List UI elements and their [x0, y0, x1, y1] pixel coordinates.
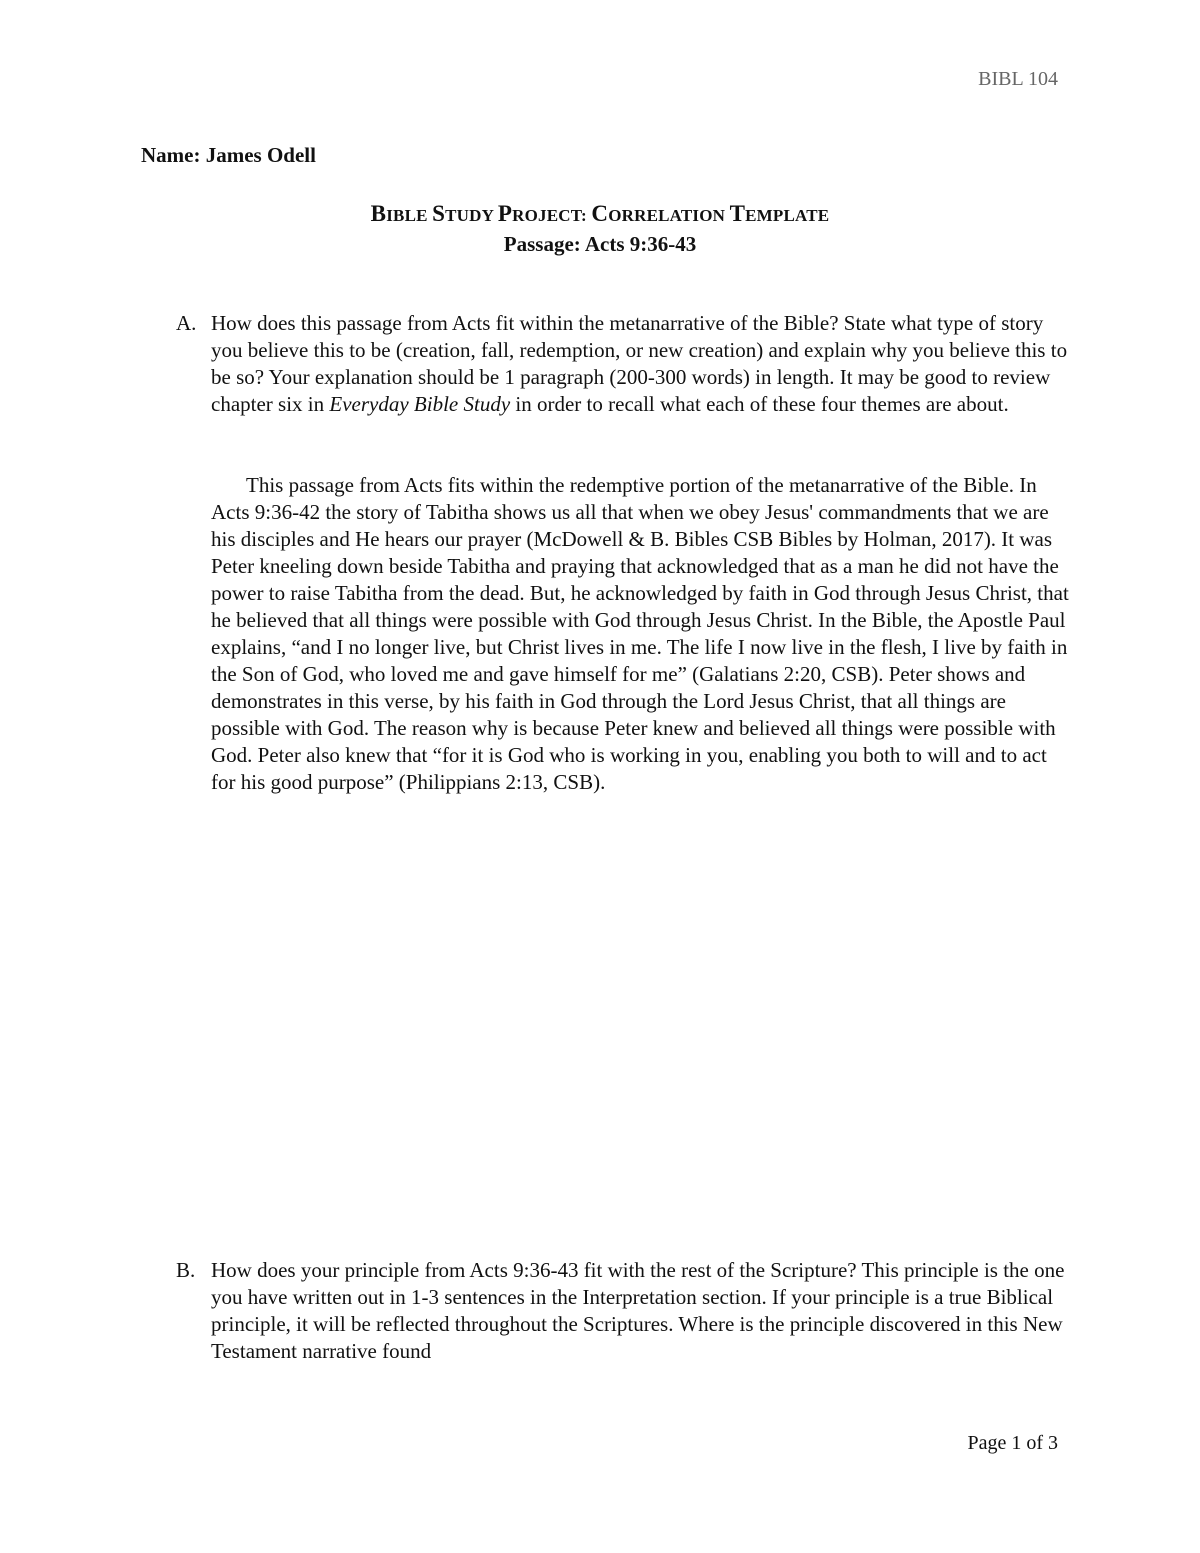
question-a-text-part: in order to recall what each of these four themes are about. [510, 392, 1009, 416]
question-b-marker: B. [176, 1258, 196, 1282]
title-smallcaps: TUDY [445, 206, 498, 225]
passage-reference: Passage: Acts 9:36-43 [503, 232, 697, 256]
question-b [176, 1257, 1076, 1365]
title-initial: S [432, 201, 446, 226]
question-a-text [211, 310, 1076, 418]
question-b-text: How does your principle from Acts 9:36-43 fit with the rest of the Scripture? This principle is the one you have written out in 1-3 sentences in the Interpretation section. If your principle is a true Biblical principle, it will be reflected throughout the Scriptures. Where is the principle discovered in this New Testament narrative found [211, 1258, 1065, 1363]
title-initial: T [729, 201, 746, 226]
question-a [176, 310, 1076, 418]
title-smallcaps: IBLE [386, 206, 433, 225]
title-smallcaps: ROJECT: [512, 206, 592, 225]
title-smallcaps: EMPLATE [745, 206, 830, 225]
question-a-text-part: How does this passage from Acts fit within the metanarrative of the Bible? State what type of story you believe this to be (creation, fall, redemption, or new creation) and explain why you believe this to be so? Your explanation should be 1 paragraph (200-300 words) in length. It may be good to review chapter six in [211, 311, 1068, 416]
course-code-header: BIBL 104 [978, 68, 1058, 90]
title-initial: C [591, 201, 609, 226]
title-smallcaps: ORRELATION [608, 206, 730, 225]
answer-a-paragraph: This passage from Acts fits within the redemptive portion of the metanarrative of the Bible. In Acts 9:36-42 the story of Tabitha shows us all that when we obey Jesus' commandments that we are his disciples and He hears our prayer (McDowell & B. Bibles CSB Bibles by Holman, 2017). It was Peter kneeling down beside Tabitha and praying that acknowledged that as a man he did not have the power to raise Tabitha from the dead. But, he acknowledged by faith in God through Jesus Christ, that he believed that all things were possible with God through Jesus Christ. In the Bible, the Apostle Paul explains, “and I no longer live, but Christ lives in me. The life I now live in the flesh, I live by faith in the Son of God, who loved me and gave himself for me” (Galatians 2:20, CSB). Peter shows and demonstrates in this verse, by his faith in God through the Lord Jesus Christ, that all things are possible with God. The reason why is because Peter knew and believed all things were possible with God. Peter also knew that “for it is God who is working in you, enabling you both to will and to act for his good purpose” (Philippians 2:13, CSB). [211, 473, 1069, 794]
document-title [0, 200, 1200, 230]
title-initial: P [497, 201, 513, 226]
page-number-footer: Page 1 of 3 [967, 1432, 1058, 1454]
title-block [0, 200, 1200, 258]
title-initial: B [370, 201, 387, 226]
book-title: Everyday Bible Study [329, 392, 511, 416]
student-name: Name: James Odell [141, 143, 316, 167]
question-a-marker: A. [176, 311, 197, 335]
